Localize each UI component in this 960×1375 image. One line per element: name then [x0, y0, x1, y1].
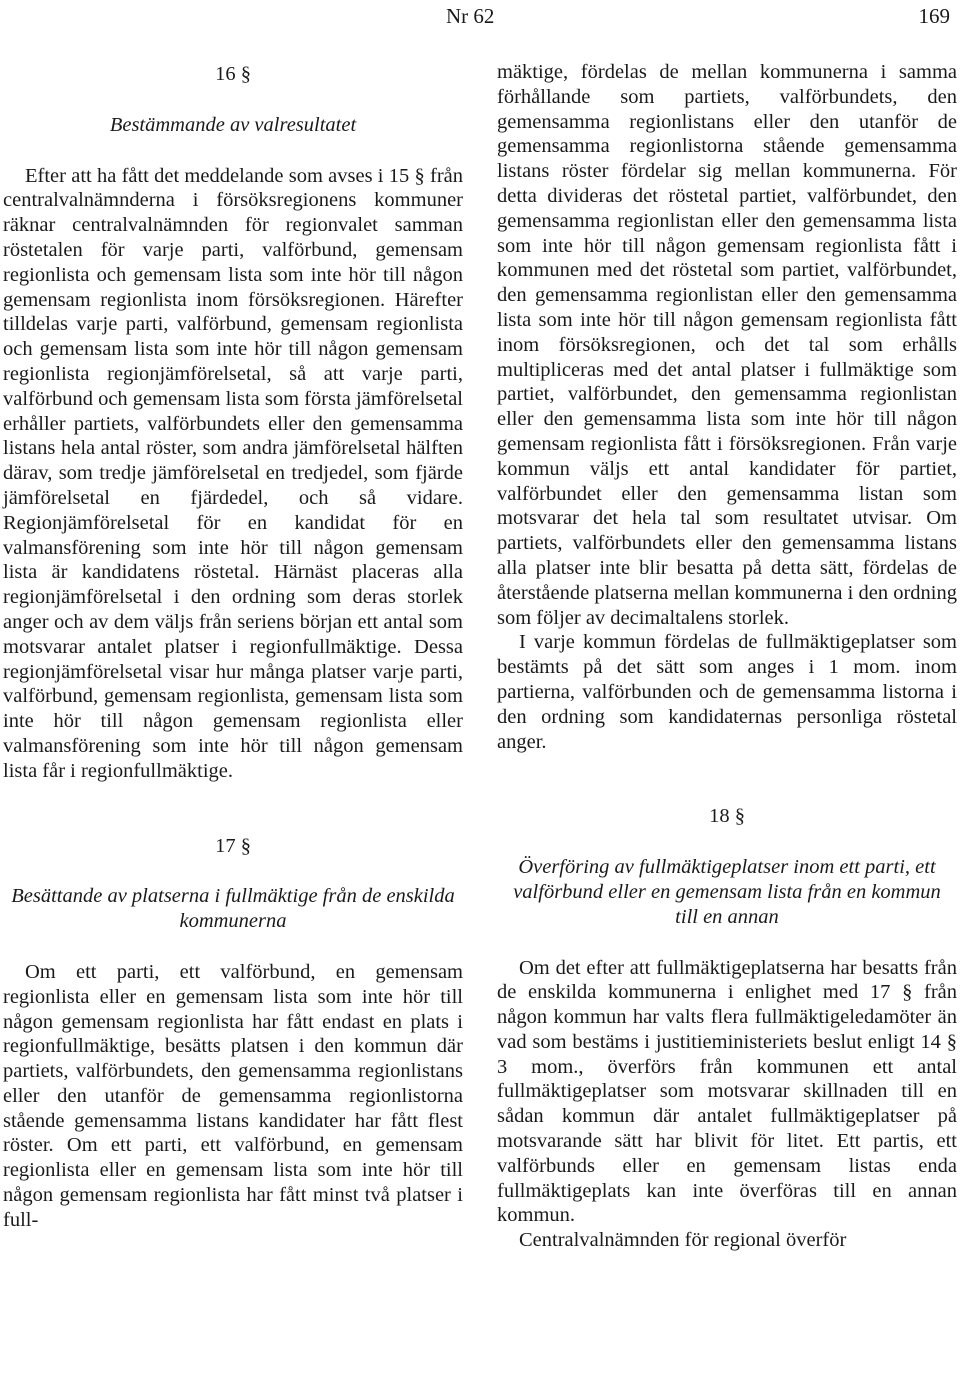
section-17-number: 17 §	[215, 834, 251, 857]
section-16-number: 16 §	[215, 63, 251, 85]
section-16-heading: Bestämmande av valresultatet	[109, 113, 357, 136]
section-16-paragraph: Efter att ha fått det meddelande som avses i 15 § från centralvalnämnderna i försöksregionens kommuner räknar centralvalnämnden för regionvalet samman röstetalen för varje parti, valförbund, gemensam regionlista och gemensam lista som inte hör till någon gemensam regionlista inom försöksregionen. Härefter tilldelas varje parti, valförbund, gemensam regionlista och gemensam lista som inte hör till någon gemensam regionlista regionjämförelsetal, så att varje parti, valförbund och gemensam lista som första jämförelsetal erhåller partiets, valförbundets eller den gemensamma listans hela antal röster, som andra jämförelsetal hälften därav, som tredje jämförelsetal en tredjedel, som fjärde jämförelsetal en fjärdedel, och så vidare. Regionjämförelsetal för en kandidat för en valmansförening som inte hör till någon gemensam lista är kandidatens röstetal. Härnäst placeras alla regionjämförelsetal i den ordning som deras storlek anger och av dem väljs från seriens början ett antal som motsvarar antalet platser i regionfullmäktige. Dessa regionjämförelsetal visar hur många platser varje parti, valförbund, gemensam regionlista, gemensam lista som inte hör till någon gemensam regionlista eller valmansförening som inte hör till någon gemensam lista får i regionfullmäktige.	[3, 164, 463, 782]
section-18-heading: Överföring av fullmäktigeplatser inom ett parti, ett valförbund eller en gemensam lista från en kommun till en annan	[513, 856, 941, 928]
page-number: 169	[918, 4, 950, 28]
section-18-paragraph-2: Centralvalnämnden för regional överför	[519, 1229, 847, 1252]
continued-paragraph: mäktige, fördelas de mellan kommunerna i samma förhållande som partiets, valförbundets, den gemensamma regionlistans eller den utanför de gemensamma regionlistorna stående gemensamma listans röster fördelar sig mellan kommunerna. För detta divideras det röstetal partiet, valförbundet, den gemensamma regionlistan eller den gemensamma lista som inte hör till någon gemensam regionlista fått i kommunen med det röstetal som partiet, valförbundet, den gemensamma regionlistan eller den gemensamma lista som inte hör till någon gemensam regionlista fått inom försöksregionen, och det tal som erhålls multipliceras med det antal platser i fullmäktige som partiet, valförbundet, den gemensamma regionlistan eller den gemensamma lista som inte hör till någon gemensam regionlista fått i försöksregionen. Från varje kommun väljs ett antal kandidater för partiet, valförbundet eller den gemensamma listan som motsvarar det hela tal som resultatet utvisar. Om partiets, valförbundets eller den gemensamma listans alla platser inte blir besatta på detta sätt, fördelas de återstående platserna mellan kommunerna i den ordning som följer av decimaltalens storlek.	[497, 61, 957, 629]
section-18-paragraph: Om det efter att fullmäktigeplatserna har besatts från de enskilda kommunerna i enlighet med 17 § från någon kommun har valts flera fullmäktigeledamöter än vad som bestäms i justitieministeriets beslut enligt 14 § 3 mom., överförs från kommunen ett antal fullmäktigeplatser som motsvarar skillnaden till en sådan kommun där antalet fullmäktigeplatser på motsvarande sätt har blivit för litet. Ett partis, ett valförbunds eller en gemensam listas enda fullmäktigeplats kan inte överföras till en annan kommun.	[497, 956, 957, 1227]
page-header	[0, 4, 960, 30]
issue-number: Nr 62	[446, 4, 495, 28]
right-column	[497, 60, 957, 1253]
left-column	[3, 60, 463, 1233]
section-17-paragraph: Om ett parti, ett valförbund, en gemensam regionlista eller en gemensam lista som inte hör till någon gemensam regionlista har fått endast en plats i regionfullmäktige, besätts platsen i den kommun där partiets, valförbundets, den gemensamma regionlistans eller den utanför de gemensamma regionlistorna stående gemensamma listans kandidater har fått flest röster. Om ett parti, ett valförbund, en gemensam regionlista eller en gemensam lista som inte hör till någon gemensam regionlista har fått minst två platser i full-	[3, 960, 463, 1231]
section-18-number: 18 §	[709, 805, 745, 828]
section-17-heading: Besättande av platserna i fullmäktige från de enskilda kommunerna	[11, 885, 455, 933]
paragraph-2: I varje kommun fördelas de fullmäktigeplatser som bestämts på det sätt som anges i 1 mom. inom partierna, valförbunden och de gemensamma listorna i den ordning som kandidaternas personliga röstetal anger.	[497, 631, 957, 753]
